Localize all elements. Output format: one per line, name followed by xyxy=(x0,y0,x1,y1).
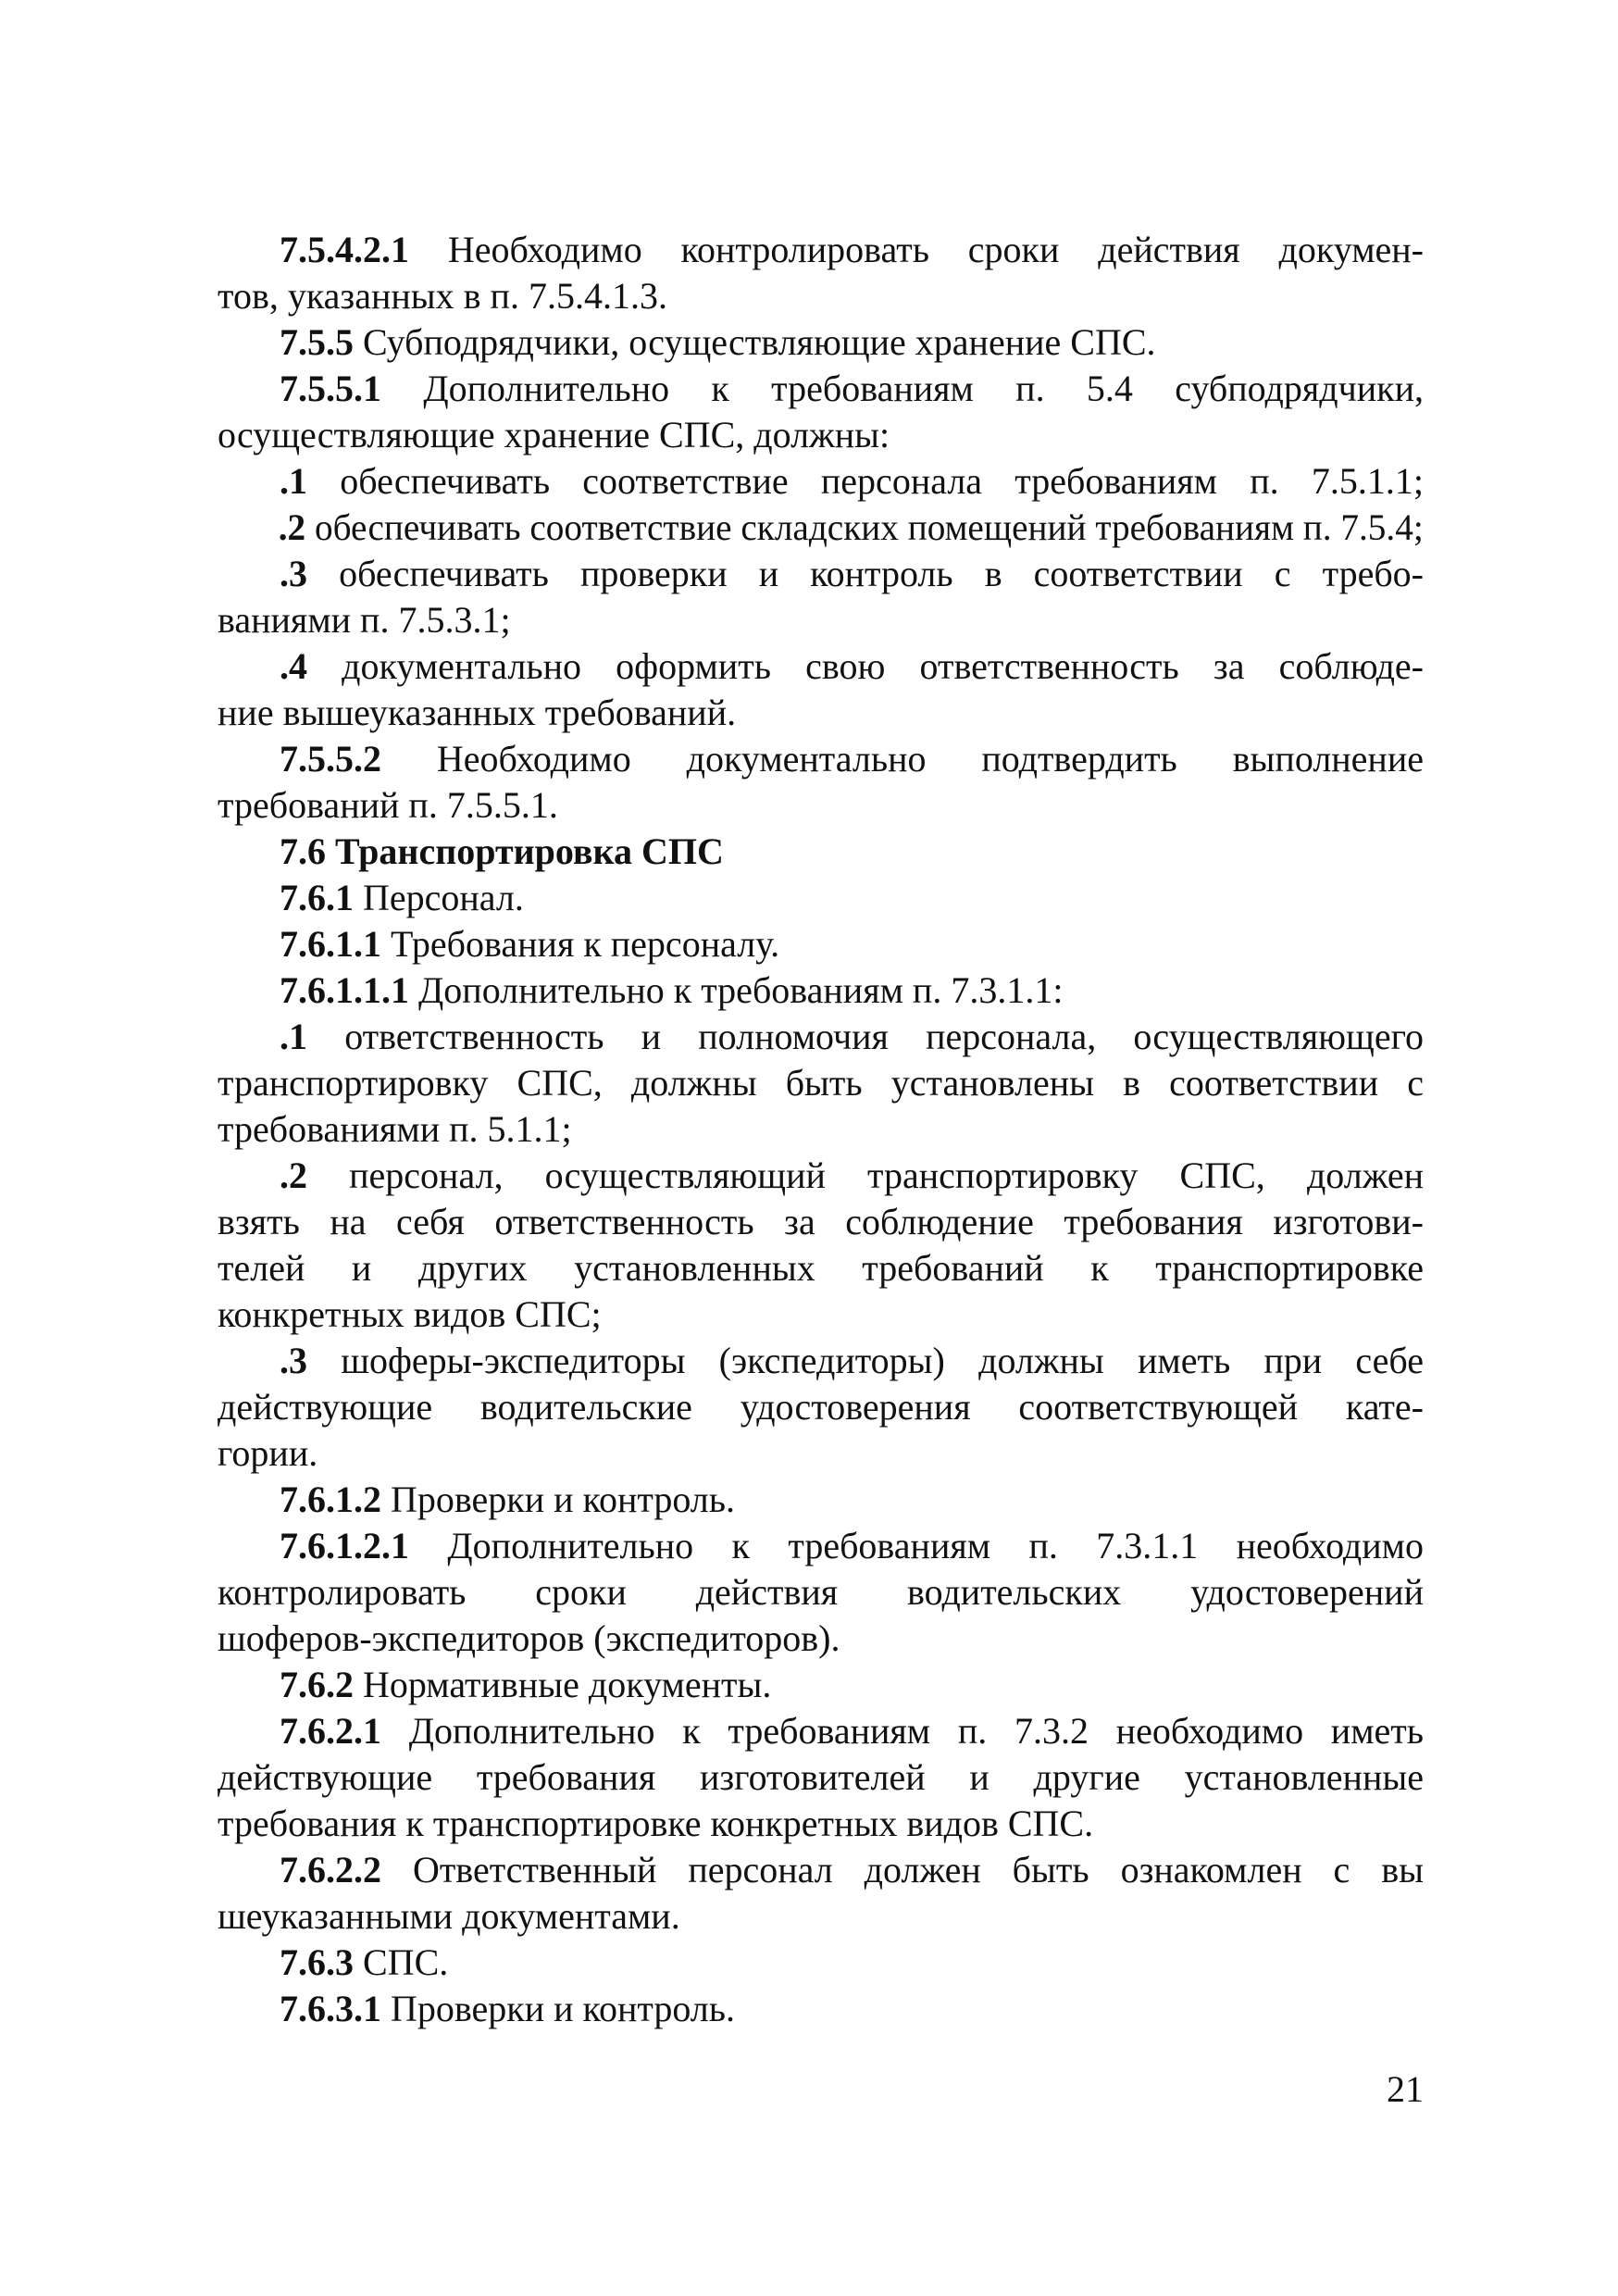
clause-text: ние вышеуказанных требований. xyxy=(218,692,737,733)
text-line xyxy=(218,227,1424,273)
clause-number: .1 xyxy=(280,460,307,502)
clause-text: Дополнительно к требованиям п. 7.3.1.1: xyxy=(409,969,1064,1011)
clause-text: требованиями п. 5.1.1; xyxy=(218,1108,572,1150)
clause-text: Субподрядчики, осуществляющие хранение СПС. xyxy=(354,321,1156,363)
text-line xyxy=(218,273,1424,319)
clause-text: Нормативные документы. xyxy=(354,1664,772,1705)
clause-number: .1 xyxy=(280,1016,307,1057)
clause-text: персонал, осуществляющий транспортировку СПС, должен xyxy=(307,1154,1424,1196)
text-line xyxy=(218,1754,1424,1801)
clause-number: 7.6.1.1.1 xyxy=(280,969,409,1011)
text-line xyxy=(218,875,1424,921)
text-line xyxy=(218,1616,1424,1662)
text-line xyxy=(218,1292,1424,1338)
clause-text: требований п. 7.5.5.1. xyxy=(218,784,558,826)
clause-text: транспортировку СПС, должны быть установлены в соответствии с xyxy=(218,1062,1424,1104)
text-line xyxy=(218,366,1424,412)
clause-text: шоферов-экспедиторов (экспедиторов). xyxy=(218,1617,840,1659)
text-line xyxy=(218,412,1424,458)
clause-number: 7.6.1.1 xyxy=(280,923,381,965)
clause-text: взять на себя ответственность за соблюдение требования изготови- xyxy=(218,1201,1424,1242)
text-line xyxy=(218,1430,1424,1477)
clause-text: действующие требования изготовителей и другие установленные xyxy=(218,1756,1424,1798)
text-line xyxy=(218,1060,1424,1106)
clause-text: ответственность и полномочия персонала, осуществляющего xyxy=(307,1016,1424,1057)
clause-text: обеспечивать соответствие складских помещений требованиям п. 7.5.4; xyxy=(305,506,1424,548)
text-line xyxy=(218,1847,1424,1893)
text-line xyxy=(218,1245,1424,1292)
text-line xyxy=(218,736,1424,782)
text-line xyxy=(218,551,1424,597)
clause-number: 7.6.2.1 xyxy=(280,1710,381,1752)
clause-text: Проверки и контроль. xyxy=(381,1988,735,2029)
clause-number: 7.6.1.2.1 xyxy=(280,1525,409,1566)
text-line xyxy=(218,643,1424,690)
clause-number: 7.6.3.1 xyxy=(280,1988,381,2029)
clause-number: 7.6 Транспортировка СПС xyxy=(280,830,724,872)
text-line xyxy=(218,1893,1424,1940)
clause-text: требования к транспортировке конкретных видов СПС. xyxy=(218,1803,1094,1844)
clause-text: Дополнительно к требованиям п. 7.3.2 необходимо иметь xyxy=(381,1710,1424,1752)
text-line xyxy=(218,1801,1424,1847)
text-line xyxy=(218,1708,1424,1754)
text-line xyxy=(218,921,1424,967)
clause-text: шеуказанными документами. xyxy=(218,1895,680,1937)
text-line xyxy=(218,458,1424,505)
clause-number: .2 xyxy=(280,1154,307,1196)
clause-number: 7.6.1 xyxy=(280,877,354,918)
clause-number: 7.6.2 xyxy=(280,1664,354,1705)
clause-text: Требования к персоналу. xyxy=(381,923,780,965)
clause-text: Необходимо контролировать сроки действия докумен- xyxy=(409,229,1424,270)
clause-number: .3 xyxy=(280,553,307,594)
text-line xyxy=(218,967,1424,1014)
text-line xyxy=(218,690,1424,736)
clause-number: 7.6.3 xyxy=(280,1941,354,1983)
clause-text: осуществляющие хранение СПС, должны: xyxy=(218,414,890,455)
clause-text: обеспечивать соответствие персонала требованиям п. 7.5.1.1; xyxy=(307,460,1424,502)
text-line xyxy=(218,1014,1424,1060)
clause-text: действующие водительские удостоверения соответствующей кате- xyxy=(218,1386,1424,1428)
text-line xyxy=(218,505,1485,551)
clause-text: СПС. xyxy=(354,1941,449,1983)
clause-text: Ответственный персонал должен быть ознакомлен с вы xyxy=(381,1849,1424,1890)
text-line xyxy=(218,1523,1424,1569)
text-line xyxy=(218,1384,1424,1430)
text-line xyxy=(218,597,1424,643)
clause-text: Дополнительно к требованиям п. 5.4 субподрядчики, xyxy=(381,368,1424,409)
clause-text: Проверки и контроль. xyxy=(381,1479,735,1520)
clause-number: 7.5.5 xyxy=(280,321,354,363)
clause-text: Дополнительно к требованиям п. 7.3.1.1 необходимо xyxy=(409,1525,1424,1566)
text-line xyxy=(218,1940,1424,1986)
clause-text: тов, указанных в п. 7.5.4.1.3. xyxy=(218,275,667,317)
clause-number: 7.5.5.1 xyxy=(280,368,381,409)
text-line xyxy=(218,1986,1424,2032)
text-line xyxy=(218,829,1424,875)
clause-text: ваниями п. 7.5.3.1; xyxy=(218,599,511,641)
text-line xyxy=(218,1199,1424,1245)
clause-text: контролировать сроки действия водительских удостоверений xyxy=(218,1571,1424,1613)
clause-number: 7.6.1.2 xyxy=(280,1479,381,1520)
clause-text: шоферы-экспедиторы (экспедиторы) должны иметь при себе xyxy=(307,1340,1424,1381)
clause-text: Необходимо документально подтвердить выполнение xyxy=(381,738,1424,780)
clause-text: обеспечивать проверки и контроль в соответствии с требо- xyxy=(307,553,1424,594)
clause-text: конкретных видов СПС; xyxy=(218,1293,602,1335)
clause-text: гории. xyxy=(218,1432,318,1474)
page-number: 21 xyxy=(1387,2068,1424,2110)
text-line xyxy=(218,1153,1424,1199)
clause-number: 7.6.2.2 xyxy=(280,1849,381,1890)
text-line xyxy=(218,1569,1424,1616)
text-line xyxy=(218,319,1424,366)
clause-number: .2 xyxy=(278,506,306,548)
clause-number: .3 xyxy=(280,1340,307,1381)
clause-text: телей и других установленных требований к транспортировке xyxy=(218,1247,1424,1289)
text-line xyxy=(218,782,1424,829)
text-line xyxy=(218,1338,1424,1384)
document-body xyxy=(218,227,1424,2032)
text-line xyxy=(218,1662,1424,1708)
clause-text: документально оформить свою ответственность за соблюде- xyxy=(307,645,1424,687)
clause-number: 7.5.5.2 xyxy=(280,738,381,780)
clause-text: Персонал. xyxy=(354,877,524,918)
clause-number: 7.5.4.2.1 xyxy=(280,229,409,270)
clause-number: .4 xyxy=(280,645,307,687)
text-line xyxy=(218,1477,1424,1523)
text-line xyxy=(218,1106,1424,1153)
